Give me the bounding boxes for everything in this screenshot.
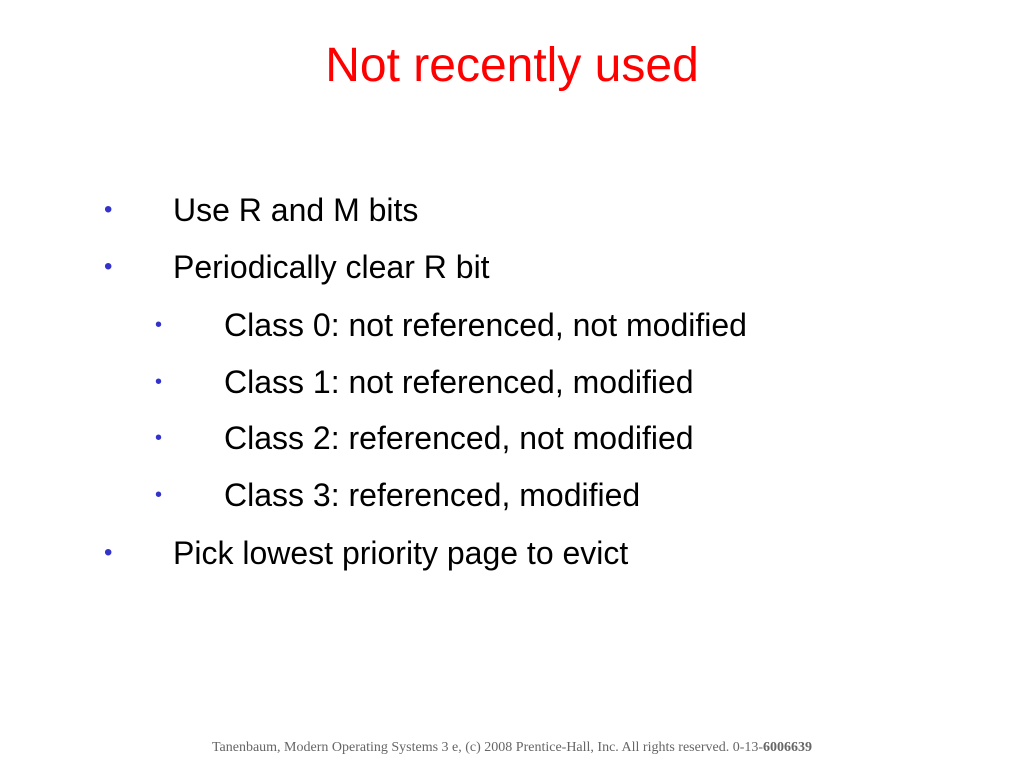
bullet-icon: • [155,314,163,336]
bullet-icon: • [104,196,113,223]
bullet-item [0,190,1024,230]
slide-title: Not recently used [325,39,699,92]
sub-bullet-text: Class 1: not referenced, modified [224,364,694,400]
bullet-text: Pick lowest priority page to evict [173,535,629,571]
bullet-icon: • [155,427,163,449]
bullet-icon: • [104,539,113,566]
bullet-item [0,247,1024,287]
bullet-icon: • [104,253,113,280]
bullet-text: Periodically clear R bit [173,249,490,285]
sub-bullet-item [0,418,1024,458]
sub-bullet-item [0,475,1024,515]
sub-bullet-item [0,305,1024,345]
sub-bullet-text: Class 2: referenced, not modified [224,420,694,456]
slide-footer [0,739,1024,757]
bullet-icon: • [155,371,163,393]
sub-bullet-text: Class 0: not referenced, not modified [224,307,747,343]
sub-bullet-text: Class 3: referenced, modified [224,477,641,513]
footer-isbn-suffix: 6006639 [763,740,813,755]
bullet-item [0,533,1024,573]
footer-copyright-text: Tanenbaum, Modern Operating Systems 3 e, (c) 2008 Prentice-Hall, Inc. All rights reserved. 0-13- [211,740,764,755]
bullet-icon: • [155,484,163,506]
sub-bullet-item [0,362,1024,402]
bullet-text: Use R and M bits [173,192,419,228]
